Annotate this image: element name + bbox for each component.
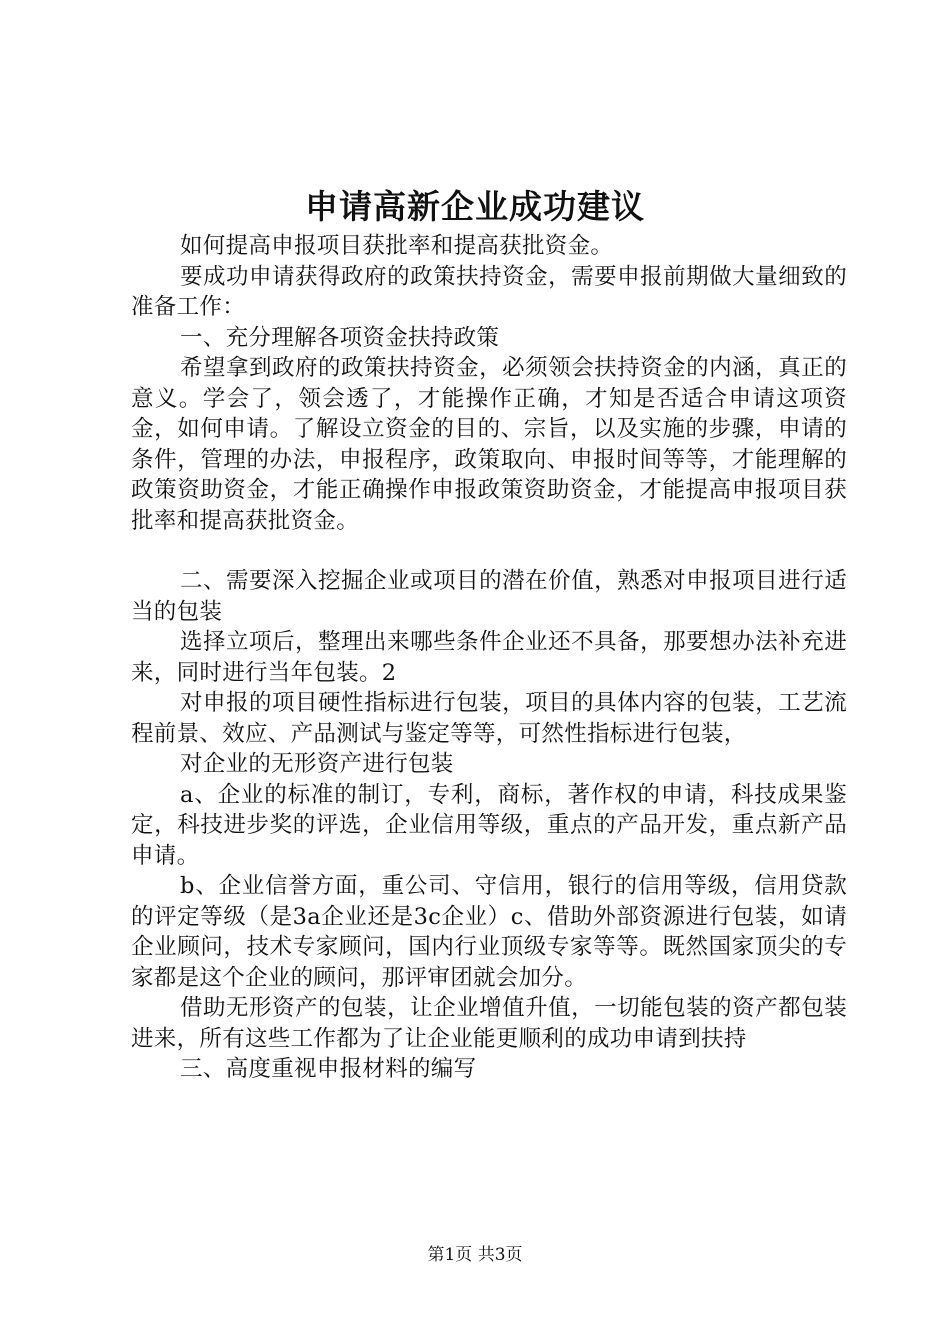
paragraph-value-added: 借助无形资产的包装，让企业增值升值，一切能包装的资产都包装进来，所有这些工作都为了让企业能更顺利的成功申请到扶持: [131, 995, 847, 1052]
section-heading-1: 一、充分理解各项资金扶持政策: [180, 324, 500, 351]
document-body: [131, 231, 847, 1085]
paragraph-hard-indicators: 对申报的项目硬性指标进行包装，项目的具体内容的包装，工艺流程前景、效应、产品测试与鉴定等等，可然性指标进行包装，: [131, 690, 847, 747]
paragraph-intangible-assets: 对企业的无形资产进行包装: [180, 751, 454, 777]
section-heading-3: 三、高度重视申报材料的编写: [180, 1056, 477, 1082]
page-footer: 第1页 共3页: [427, 1245, 523, 1265]
section-heading-2: 二、需要深入挖掘企业或项目的潜在价值，熟悉对申报项目进行适当的包装: [131, 568, 847, 625]
document-title: 申请高新企业成功建议: [305, 187, 645, 226]
paragraph-project-selection: 选择立项后，整理出来哪些条件企业还不具备，那要想办法补充进来，同时进行当年包装。2: [131, 629, 847, 686]
paragraph-intro: 如何提高申报项目获批率和提高获批资金。: [180, 233, 614, 259]
paragraph-item-b: b、企业信誉方面，重公司、守信用，银行的信用等级，信用贷款的评定等级（是3a企业还是3c企业）c、借助外部资源进行包装，如请企业顾问，技术专家顾问，国内行业顶级专家等等。既然国家顶尖的专家都是这个企业的顾问，那评审团就会加分。: [131, 873, 847, 991]
paragraph-item-a: a、企业的标准的制订，专利，商标，著作权的申请，科技成果鉴定，科技进步奖的评选，企业信用等级，重点的产品开发，重点新产品申请。: [131, 781, 847, 869]
paragraph-policy: 希望拿到政府的政策扶持资金，必须领会扶持资金的内涵，真正的意义。学会了，领会透了，才能操作正确，才知是否适合申请这项资金，如何申请。了解设立资金的目的、宗旨，以及实施的步骤，申请的条件，管理的办法，申报程序，政策取向、申报时间等等，才能理解的政策资助资金，才能正确操作申报政策资助资金，才能提高申报项目获批率和提高获批资金。: [131, 355, 847, 534]
paragraph-preparation: 要成功申请获得政府的政策扶持资金，需要申报前期做大量细致的准备工作：: [131, 263, 847, 320]
